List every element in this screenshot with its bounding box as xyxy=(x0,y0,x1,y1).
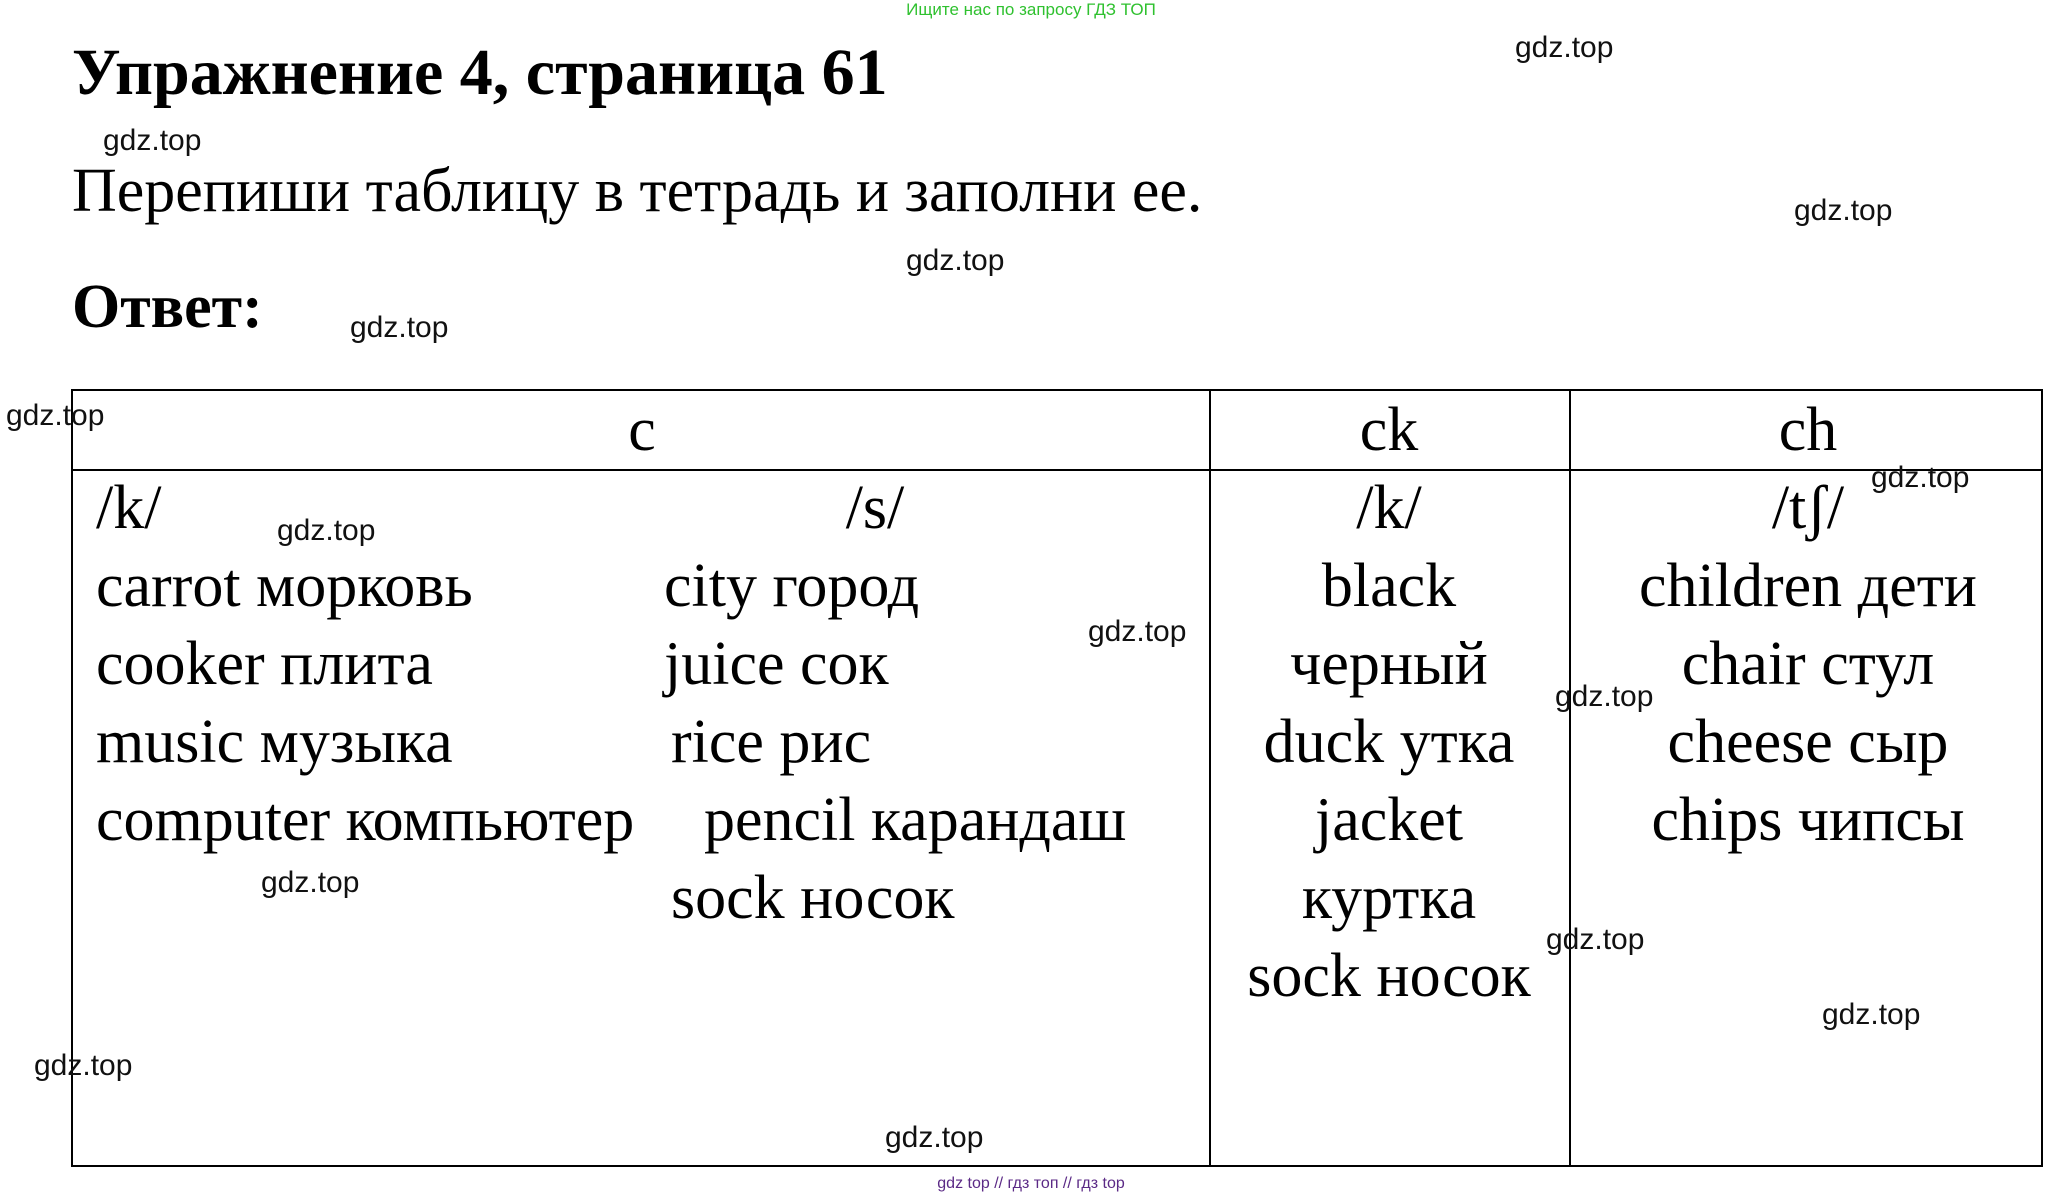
c-k-sound: /k/ xyxy=(96,474,162,542)
list-item: rice рис xyxy=(671,708,872,776)
list-item: черный xyxy=(1290,630,1488,698)
watermark: gdz.top xyxy=(1794,194,1893,227)
list-item: carrot морковь xyxy=(96,552,473,620)
header-ck: ck xyxy=(1359,396,1419,464)
watermark: gdz.top xyxy=(103,124,202,157)
list-item: duck утка xyxy=(1263,708,1515,776)
list-item: sock носок xyxy=(671,864,955,932)
column-divider-c-ck xyxy=(1209,391,1211,1165)
answer-label: Ответ: xyxy=(72,273,263,341)
watermark: gdz.top xyxy=(906,244,1005,277)
watermark: gdz.top xyxy=(34,1049,133,1082)
watermark: gdz.top xyxy=(1555,680,1654,713)
list-item: music музыка xyxy=(96,708,453,776)
list-item: computer компьютер xyxy=(96,786,635,854)
header-ch: ch xyxy=(1778,396,1838,464)
ch-sound: /tʃ/ xyxy=(1771,474,1845,542)
watermark: gdz.top xyxy=(1546,923,1645,956)
list-item: juice сок xyxy=(664,630,889,698)
watermark: gdz.top xyxy=(350,311,449,344)
watermark: gdz.top xyxy=(1871,461,1970,494)
page-title: Упражнение 4, страница 61 xyxy=(72,36,888,109)
list-item: children дети xyxy=(1639,552,1977,620)
footer-links[interactable]: gdz top // гдз топ // гдз top xyxy=(937,1175,1125,1192)
list-item: city город xyxy=(664,552,920,620)
watermark: gdz.top xyxy=(261,866,360,899)
exercise-instruction: Перепиши таблицу в тетрадь и заполни ее. xyxy=(72,157,1203,225)
list-item: pencil карандаш xyxy=(704,786,1127,854)
watermark: gdz.top xyxy=(277,514,376,547)
list-item: jacket xyxy=(1314,786,1464,854)
watermark: gdz.top xyxy=(1088,615,1187,648)
top-banner[interactable]: Ищите нас по запросу ГДЗ ТОП xyxy=(906,0,1156,19)
column-divider-ck-ch xyxy=(1569,391,1571,1165)
answer-table xyxy=(71,389,2043,1167)
ck-sound: /k/ xyxy=(1356,474,1422,542)
list-item: куртка xyxy=(1301,864,1477,932)
header-row-divider xyxy=(73,469,2041,471)
list-item: chair стул xyxy=(1681,630,1935,698)
watermark: gdz.top xyxy=(1515,31,1614,64)
list-item: cheese сыр xyxy=(1667,708,1949,776)
c-s-sound: /s/ xyxy=(845,474,905,542)
list-item: chips чипсы xyxy=(1651,786,1965,854)
watermark: gdz.top xyxy=(885,1121,984,1154)
header-c: c xyxy=(628,396,656,464)
watermark: gdz.top xyxy=(6,399,105,432)
watermark: gdz.top xyxy=(1822,998,1921,1031)
list-item: cooker плита xyxy=(96,630,433,698)
list-item: sock носок xyxy=(1247,942,1531,1010)
list-item: black xyxy=(1321,552,1457,620)
